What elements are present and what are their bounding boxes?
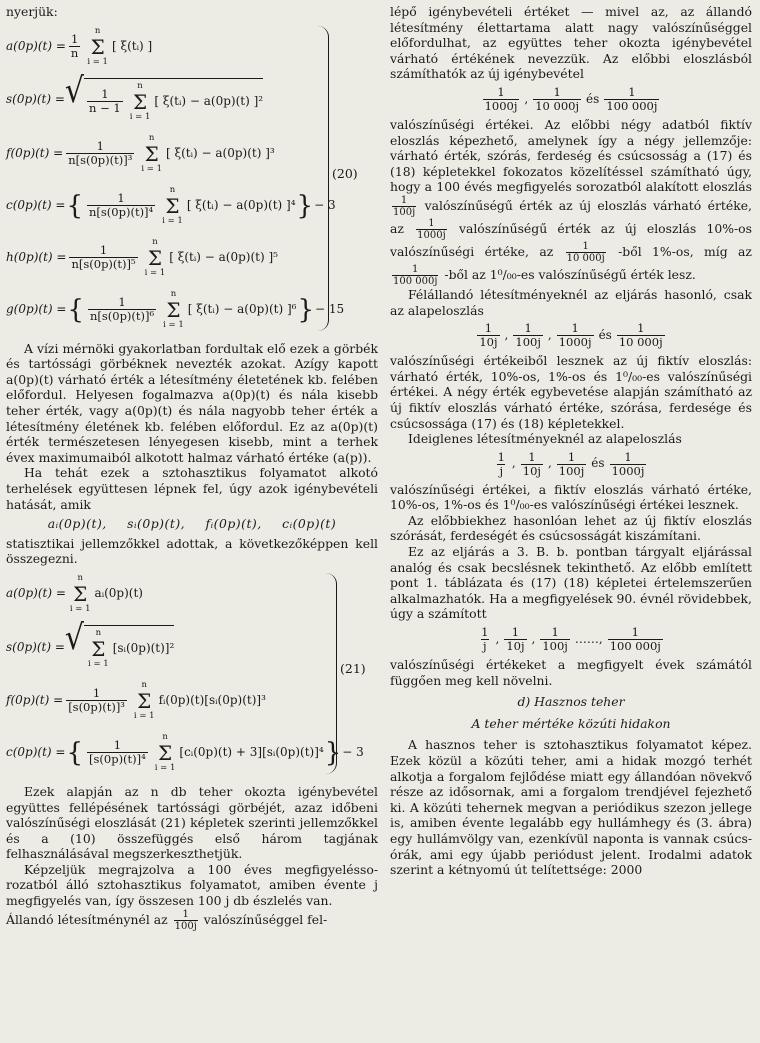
eq21-a-term: aᵢ(0p)(t) <box>94 586 143 601</box>
intro-text: nyerjük: <box>6 4 58 19</box>
stat-item: fᵢ(0p)(t), <box>205 516 262 532</box>
eq20-c-term: [ ξ(tᵢ) − a(0p)(t) ]⁴ <box>186 197 296 212</box>
equation-21 <box>6 573 378 774</box>
fraction-row-3: $\frac{1}{j}$ , $\frac{1}{10j}$ , $\frac{1}{100j}$ és $\frac{1}{1000j}$ <box>497 449 645 478</box>
eq20-f-lhs: f(0p)(t) = <box>6 145 64 160</box>
eq21-line-s <box>6 618 378 670</box>
right-paragraph-7: Az előbbiekhez hasonlóan lehet az új fiktív eloszlás szórását, ferdeségét és csúcsosságát kiszámítani. <box>390 512 752 544</box>
eq21-s-term: [sᵢ(0p)(t)]² <box>112 641 175 656</box>
subsection-heading: A teher mértéke közúti hidakon <box>471 715 671 731</box>
eq20-c-lhs: c(0p)(t) = <box>6 197 66 212</box>
left-paragraph-1: A vízi mérnöki gyakorlatban fordultak elő ezek a görbék és tartóssági görbéknek nevezték azokat. Azígy kapott a(0p)(t) várható érték a létesítmény életetének kb. felében előfordul. Helyesen fogalmazva a(0p)(t) és nála kisebb teher érték, vagy a(0p)(t) és nála nagyobb teher érték a létesítmény életének kb. felében előfordul. Ez az a(0p)(t) érték természetesen lényegesen kisebb, mint a terhek évex maximumaiból alkotott halmaz várható értéke (a(p)). <box>6 340 378 465</box>
eq20-s-lhs: s(0p)(t) = <box>6 92 65 107</box>
sqrt-symbol: √ $\frac{1}{n - 1}$ n Σ i = 1 [ ξ(tᵢ) − a(0p)(t) ]² <box>64 70 264 122</box>
left-paragraph-2: Ha tehát ezek a sztohasztikus folyamatot alkotó terhelések együttesen lépnek fel, úgy azok igénybevételi hatását, amik <box>6 465 378 512</box>
right-paragraph-10: A hasznos teher is sztohasztikus folyamatot képez. Ezek közül a közúti teher, ami a hidak mozgó terhét alkotja a forgalom fejlődése miatt egy állandóan növekvő része az idősornak, ami a forgalom trendjével fejezhető ki. A közúti tehernek megvan a periódikus szezon jellege is, amiben évente legalább egy hullámhegy és (3. ábra) egy hullámvölgy van, ezenkívül naponta is vannak csúcsórák, ami egy újabb periódust jelent. Irodalmi adatok szerint a kétnyomú út telítettsége: 2000 <box>390 737 752 878</box>
stat-item: aᵢ(0p)(t), <box>47 516 107 532</box>
eq20-s-term: [ ξ(tᵢ) − a(0p)(t) ]² <box>154 93 264 108</box>
right-paragraph-8: Ez az eljárás a 3. B. b. pontban tárgyalt eljárással analóg és csak becslésnek tekinthető. Az előbb említett pont 1. táblázata és (17) (18) képletei értelemszerűen alkalmazhatók. Ha a megfigyelések 90. évnél rövidebbek, úgy a számított <box>390 544 752 622</box>
eq20-line-f: f(0p)(t) = $\frac{1}{\text{n[s(0p)(t)]³}}$ n Σ i = 1 [ ξ(tᵢ) − a(0p)(t) ]³ <box>6 132 275 174</box>
eq21-brace <box>326 573 337 774</box>
left-paragraph-6: Állandó létesítménynél az $\frac{1}{100j}$ valószínűséggel fel- <box>6 908 328 932</box>
right-paragraph-9: valószínűségi értékeket a megfigyelt évek számától függően meg kell növelni. <box>390 657 752 688</box>
eq20-a-frac: $\frac{1}{n}$ <box>70 32 79 61</box>
sum-symbol: n Σ i = 1 <box>87 25 108 67</box>
right-paragraph-5: Ideiglenes létesítményeknél az alapeloszlás <box>408 431 682 447</box>
eq20-a-lhs: a(0p)(t) = <box>6 38 66 53</box>
eq20-f-term: [ ξ(tᵢ) − a(0p)(t) ]³ <box>165 145 275 160</box>
sqrt-symbol: √ n Σ i = 1 [sᵢ(0p)(t)]² <box>64 618 175 669</box>
left-column <box>6 4 378 932</box>
right-paragraph-4: valószínűségi értékeiből lesznek az új fiktív eloszlás: várható érték, 10%-os, 1%-os és 1⁰/₀₀-es valószínűségi értékei. A négy érték egybevetése alapján számítható az új fiktív eloszlás várható értéke, szórása, ferdesége és csúcsossága (17) és (18) képletekkel. <box>390 353 752 431</box>
eq21-line-f: f(0p)(t) = $\frac{1}{\text{[s(0p)(t)]³}}$ n Σ i = 1 fᵢ(0p)(t)[sᵢ(0p)(t)]³ <box>6 679 266 721</box>
eq20-h-lhs: h(0p)(t) = <box>6 249 67 264</box>
eq21-c-term: [cᵢ(0p)(t) + 3][sᵢ(0p)(t)]⁴ <box>179 745 324 760</box>
eq21-a-lhs: a(0p)(t) = <box>6 586 66 601</box>
stat-item: cᵢ(0p)(t) <box>282 516 337 532</box>
eq20-line-c: c(0p)(t) = { $\frac{1}{\text{n[s(0p)(t)]⁴}}$ n Σ i = 1 [ ξ(tᵢ) − a(0p)(t) ]⁴ } − 3 <box>6 184 336 226</box>
eq20-g-term: [ ξ(tᵢ) − a(0p)(t) ]⁶ <box>187 301 297 316</box>
left-paragraph-3: statisztikai jellemzőkkel adottak, a következőképpen kell összegezni. <box>6 535 378 567</box>
eq21-f-term: fᵢ(0p)(t)[sᵢ(0p)(t)]³ <box>158 693 266 708</box>
left-paragraph-4: Ezek alapján az n db teher okozta igénybevétel együttes fellépésének tartóssági görbéjét, azaz időbeni valószínűségi eloszlását (21) képletek szerinti jellemzőkkel és a (10) összefüggés első három tagjának felhasználásával megszerkeszthetjük. <box>6 783 378 862</box>
eq21-line-a: a(0p)(t) = n Σ i = 1 aᵢ(0p)(t) <box>6 572 143 614</box>
right-column <box>390 4 752 878</box>
eq20-brace <box>318 26 329 331</box>
eq20-c-tail: − 3 <box>314 197 336 212</box>
section-heading: d) Hasznos teher <box>517 694 625 710</box>
eq20-h-term: [ ξ(tᵢ) − a(0p)(t) ]⁵ <box>169 249 278 264</box>
eq21-c-tail: − 3 <box>342 745 364 760</box>
inline-fraction: $\frac{1}{100j}$ <box>174 908 197 932</box>
eq20-number: (20) <box>332 165 358 181</box>
right-paragraph-1: lépő igénybevételi értéket — mivel az, az állandó létesítmény élettartama alatt nagy valószínűséggel előfordulhat, az együttes teher okozta igénybevétel várható értékének nevezzük. Az előbbi eloszlásból számíthatók az új igénybevétel <box>390 4 752 82</box>
eq21-number: (21) <box>340 661 366 677</box>
eq20-a-term: [ ξ(tᵢ) ] <box>111 38 153 53</box>
left-paragraph-5: Képzeljük megrajzolva a 100 éves megfigyeléssorozatból álló sztohasztikus folyamatot, amiben évente j megfigyelés van, így összesen 100 j db észlelés van. <box>6 861 378 909</box>
right-paragraph-2: valószínűségi értékei. Az előbbi négy adatból fiktív eloszlás képezhető, amelynek így a négy jellemzője: várható érték, szórás, ferdeség és csúcsosság a (17) és (18) képletekkel fokozatos közelítéssel számítható úgy, hogy a 100 évés megfigyelés sorozatból alakított eloszlás $\frac{1}{100j}$ valószínűségű érték az új eloszlás várható értéke, az $\frac{1}{1000j}$ valószínűségű érték az új eloszlás 10%-os valószínűségi értéke, az $\frac{1}{10 000j}$ -ből 1%-os, míg az $\frac{1}{100 000j}$ -ből az 1⁰/₀₀-es valószínűségű érték lesz. <box>390 116 752 287</box>
stat-item: sᵢ(0p)(t), <box>127 516 186 532</box>
eq20-line-g: g(0p)(t) = { $\frac{1}{\text{n[s(0p)(t)]⁶}}$ n Σ i = 1 [ ξ(tᵢ) − a(0p)(t) ]⁶ } − 15 <box>6 288 345 330</box>
right-paragraph-3: Félállandó létesítményeknél az eljárás hasonló, csak az alapeloszlás <box>390 286 752 318</box>
right-paragraph-6: valószínűségi értékei, a fiktív eloszlás várható értéke, 10%-os, 1%-os és 1⁰/₀₀-es valószínűségi értékei lesznek. <box>390 481 752 513</box>
eq20-g-tail: − 15 <box>315 301 345 316</box>
eq20-line-h: h(0p)(t) = $\frac{1}{\text{n[s(0p)(t)]⁵}}$ n Σ i = 1 [ ξ(tᵢ) − a(0p)(t) ]⁵ <box>6 236 278 278</box>
stat-list <box>6 516 378 532</box>
fraction-row-2: $\frac{1}{10j}$ , $\frac{1}{100j}$ , $\frac{1}{1000j}$ és $\frac{1}{10 000j}$ <box>479 321 663 350</box>
equation-20 <box>6 26 378 331</box>
eq21-line-c: c(0p)(t) = { $\frac{1}{\text{[s(0p)(t)]⁴}}$ n Σ i = 1 [cᵢ(0p)(t) + 3][sᵢ(0p)(t)]⁴ } − 3 <box>6 731 364 773</box>
eq21-f-lhs: f(0p)(t) = <box>6 693 64 708</box>
fraction-row-4: $\frac{1}{j}$ , $\frac{1}{10j}$ , $\frac{1}{100j}$ ……, $\frac{1}{100 000j}$ <box>481 625 661 654</box>
fraction-row-1: $\frac{1}{1000j}$ , $\frac{1}{10 000j}$ és $\frac{1}{100 000j}$ <box>484 84 658 113</box>
eq20-g-lhs: g(0p)(t) = <box>6 301 67 316</box>
eq21-s-lhs: s(0p)(t) = <box>6 639 65 654</box>
eq21-c-lhs: c(0p)(t) = <box>6 745 66 760</box>
